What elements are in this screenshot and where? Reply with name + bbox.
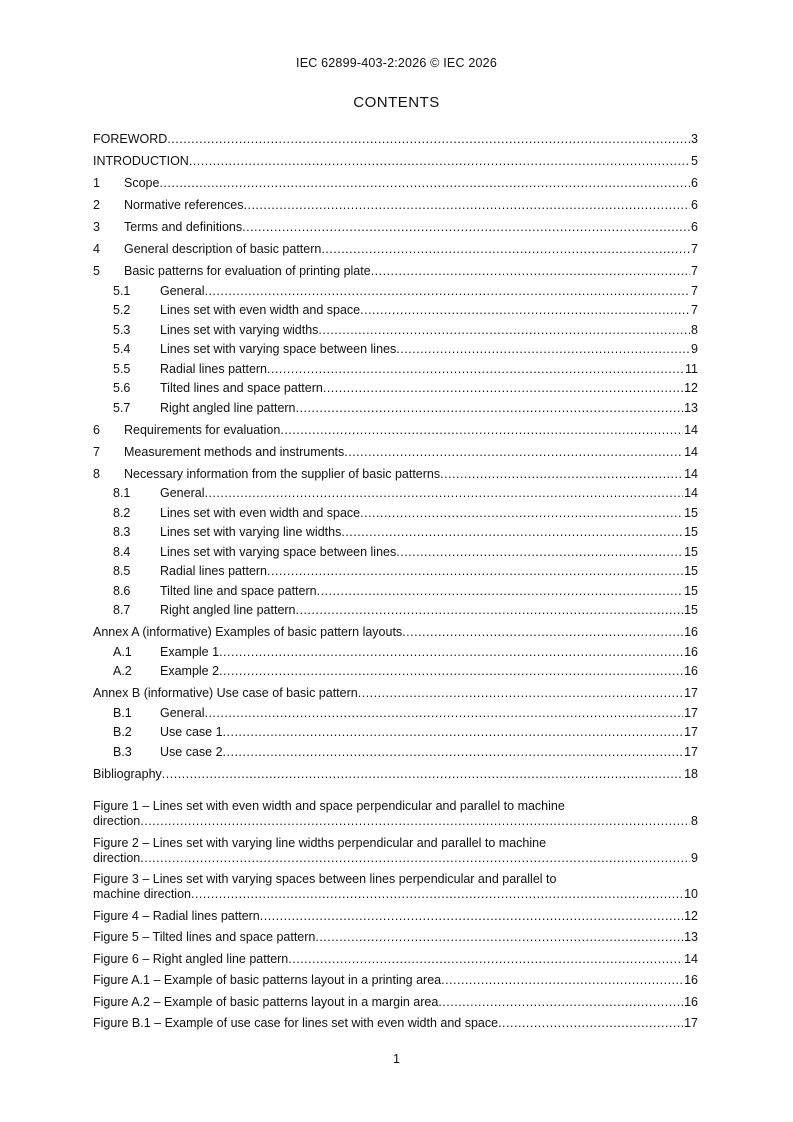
toc-entry-number: 4: [93, 242, 100, 256]
dot-leader: [219, 645, 683, 660]
dot-leader: [360, 303, 690, 318]
toc-entry[interactable]: [93, 521, 698, 541]
toc-entry-title: Right angled line pattern: [160, 603, 296, 617]
toc-entry-title: Lines set with even width and space: [160, 505, 361, 520]
toc-entry[interactable]: [93, 721, 698, 741]
toc-entry[interactable]: [93, 147, 698, 169]
dot-leader: [267, 362, 684, 377]
toc-entry-number: 8.7: [113, 603, 131, 617]
toc-entry-number: 6: [93, 422, 100, 437]
figure-list-entry[interactable]: [93, 973, 698, 988]
dot-leader: [204, 706, 683, 721]
figure-caption-line2: direction: [93, 814, 141, 828]
toc-entry[interactable]: [93, 438, 698, 460]
toc-entry-title: Requirements for evaluation: [124, 422, 281, 437]
toc-entry-page: 8: [691, 322, 698, 337]
toc-entry[interactable]: [93, 679, 698, 701]
toc-entry-number: B.2: [113, 725, 132, 739]
toc-entry[interactable]: [93, 640, 698, 660]
toc-entry-title: INTRODUCTION: [93, 154, 189, 168]
dot-leader: [341, 525, 683, 540]
toc-entry-page: 17: [684, 686, 698, 700]
figure-caption-line2: direction: [93, 850, 141, 865]
toc-entry-page: 14: [684, 422, 698, 437]
toc-entry-title: General: [160, 283, 205, 298]
dot-leader: [244, 198, 691, 213]
toc-entry-number: 8.6: [113, 583, 131, 598]
toc-entry[interactable]: [93, 191, 698, 213]
toc-entry-page: 15: [684, 583, 698, 598]
figure-caption-line2: Figure A.2 – Example of basic patterns layout in a margin area: [93, 994, 439, 1009]
dot-leader: [140, 814, 690, 829]
dot-leader: [441, 973, 683, 988]
toc-entry[interactable]: [93, 338, 698, 358]
toc-entry-title: General description of basic pattern: [124, 242, 322, 256]
toc-entry-page: 16: [684, 625, 698, 639]
figure-page: 17: [684, 1016, 698, 1030]
toc-entry-number: 8.5: [113, 564, 131, 578]
toc-entry-title: General: [160, 705, 205, 720]
dot-leader: [189, 154, 690, 169]
toc-entry-page: 14: [684, 466, 698, 481]
toc-entry-number: 5.1: [113, 283, 131, 298]
dot-leader: [204, 284, 690, 299]
toc-entry-title: Lines set with varying line widths: [160, 525, 342, 539]
table-of-contents: [93, 125, 698, 782]
toc-entry[interactable]: [93, 377, 698, 397]
toc-entry[interactable]: [93, 460, 698, 482]
toc-entry-title: Example 1: [160, 644, 220, 659]
toc-entry-page: 6: [691, 220, 698, 234]
toc-entry-title: Use case 2: [160, 744, 223, 759]
toc-entry[interactable]: [93, 660, 698, 680]
figure-caption-line2: Figure 4 – Radial lines pattern: [93, 908, 260, 923]
toc-entry-number: B.3: [113, 744, 132, 759]
toc-entry-title: Lines set with even width and space: [160, 303, 361, 317]
toc-entry-number: B.1: [113, 705, 132, 720]
dot-leader: [438, 995, 683, 1010]
dot-leader: [315, 930, 683, 945]
toc-entry-page: 14: [684, 444, 698, 459]
toc-entry-title: Radial lines pattern: [160, 361, 268, 376]
figure-caption-line2: Figure B.1 – Example of use case for lines set with even width and space: [93, 1016, 499, 1030]
toc-entry-title: Terms and definitions: [124, 220, 243, 234]
toc-entry[interactable]: [93, 235, 698, 257]
toc-entry-title: Basic patterns for evaluation of printing plate: [124, 264, 371, 278]
toc-entry-page: 6: [691, 198, 698, 212]
toc-entry-number: A.2: [113, 664, 132, 678]
figure-caption-line1: Figure 3 – Lines set with varying spaces between lines perpendicular and parallel to: [93, 872, 557, 886]
toc-entry-page: 7: [691, 303, 698, 317]
dot-leader: [396, 545, 683, 560]
toc-entry-page: 15: [684, 603, 698, 617]
toc-entry-number: 1: [93, 176, 100, 190]
toc-entry-number: 8.2: [113, 505, 131, 520]
toc-entry-page: 3: [691, 132, 698, 146]
toc-entry-number: 8.3: [113, 525, 131, 539]
toc-entry-number: 5.5: [113, 361, 131, 376]
toc-entry[interactable]: [93, 279, 698, 299]
toc-entry-title: Lines set with varying widths: [160, 322, 319, 337]
dot-leader: [191, 887, 683, 902]
toc-entry[interactable]: [93, 357, 698, 377]
figure-list-entry[interactable]: [93, 930, 698, 945]
toc-entry-page: 14: [684, 486, 698, 500]
toc-entry-number: 5.2: [113, 303, 131, 317]
toc-entry-page: 7: [691, 242, 698, 256]
dot-leader: [371, 264, 690, 279]
dot-leader: [358, 686, 683, 701]
toc-entry[interactable]: [93, 299, 698, 319]
toc-entry-number: 5.7: [113, 400, 131, 415]
toc-entry-page: 15: [684, 544, 698, 559]
toc-entry-page: 13: [684, 400, 698, 415]
toc-entry-page: 6: [691, 176, 698, 190]
toc-entry-page: 9: [691, 342, 698, 356]
dot-leader: [267, 564, 683, 579]
toc-entry[interactable]: [93, 599, 698, 619]
toc-entry-title: Radial lines pattern: [160, 564, 268, 578]
toc-entry[interactable]: [93, 257, 698, 279]
dot-leader: [159, 176, 690, 191]
toc-entry-page: 17: [684, 744, 698, 759]
figure-list-entry[interactable]: [93, 799, 698, 829]
toc-entry-title: Lines set with varying space between lines: [160, 544, 397, 559]
dot-leader: [498, 1016, 683, 1031]
toc-entry-title: Annex A (informative) Examples of basic pattern layouts: [93, 625, 403, 639]
toc-entry-title: Necessary information from the supplier of basic patterns: [124, 466, 441, 481]
dot-leader: [323, 381, 683, 396]
toc-entry[interactable]: [93, 701, 698, 721]
dot-leader: [440, 467, 683, 482]
toc-entry-number: 5.3: [113, 322, 131, 337]
toc-entry-title: Lines set with varying space between lines: [160, 342, 397, 356]
dot-leader: [360, 506, 683, 521]
toc-entry-page: 17: [684, 725, 698, 739]
figure-page: 12: [684, 908, 698, 923]
toc-entry-title: Measurement methods and instruments: [124, 444, 345, 459]
toc-entry-number: 8: [93, 466, 100, 481]
dot-leader: [318, 323, 690, 338]
toc-entry-page: 7: [691, 283, 698, 298]
toc-entry-title: Right angled line pattern: [160, 400, 296, 415]
toc-entry-page: 18: [684, 766, 698, 781]
dot-leader: [204, 486, 683, 501]
toc-entry[interactable]: [93, 501, 698, 521]
figure-page: 9: [691, 850, 698, 865]
toc-entry[interactable]: [93, 740, 698, 760]
toc-entry-title: Tilted lines and space pattern: [160, 381, 323, 395]
toc-entry-page: 16: [684, 644, 698, 659]
dot-leader: [223, 745, 684, 760]
toc-entry-number: A.1: [113, 644, 132, 659]
figure-caption-line2: Figure 5 – Tilted lines and space pattern: [93, 930, 316, 944]
toc-entry-page: 5: [691, 154, 698, 168]
toc-entry-page: 7: [691, 264, 698, 278]
toc-entry[interactable]: [93, 318, 698, 338]
toc-entry-title: Example 2: [160, 664, 220, 678]
toc-entry-title: Bibliography: [93, 766, 162, 781]
toc-entry[interactable]: [93, 416, 698, 438]
figure-caption-line2: machine direction: [93, 887, 191, 901]
dot-leader: [162, 767, 683, 782]
figure-page: 10: [684, 887, 698, 901]
dot-leader: [396, 342, 690, 357]
figure-caption-line1: Figure 1 – Lines set with even width and space perpendicular and parallel to machine: [93, 799, 565, 813]
toc-entry[interactable]: [93, 560, 698, 580]
toc-entry-title: Use case 1: [160, 725, 223, 739]
figure-caption-line2: Figure 6 – Right angled line pattern: [93, 951, 289, 966]
toc-entry[interactable]: [93, 540, 698, 560]
list-of-figures: [93, 799, 698, 1038]
figure-list-entry[interactable]: [93, 952, 698, 967]
toc-entry-title: General: [160, 486, 205, 500]
toc-entry-page: 15: [684, 564, 698, 578]
figure-caption-line1: Figure 2 – Lines set with varying line widths perpendicular and parallel to machine: [93, 835, 547, 850]
dot-leader: [344, 445, 683, 460]
toc-entry-title: Scope: [124, 176, 160, 190]
figure-caption-line2: Figure A.1 – Example of basic patterns layout in a printing area: [93, 973, 442, 987]
toc-entry-page: 17: [684, 705, 698, 720]
figure-page: 13: [684, 930, 698, 944]
toc-entry-page: 11: [685, 361, 698, 376]
toc-entry-page: 16: [684, 664, 698, 678]
page-header: IEC 62899-403-2:2026 © IEC 2026: [296, 56, 497, 70]
figure-page: 16: [684, 973, 698, 987]
toc-entry-title: Normative references: [124, 198, 244, 212]
toc-entry[interactable]: [93, 760, 698, 782]
toc-entry-number: 3: [93, 220, 100, 234]
toc-entry[interactable]: [93, 125, 698, 147]
dot-leader: [296, 401, 684, 416]
toc-entry[interactable]: [93, 579, 698, 599]
toc-entry-number: 5: [93, 264, 100, 278]
toc-entry-number: 5.4: [113, 342, 131, 356]
dot-leader: [296, 603, 684, 618]
toc-entry-title: Tilted line and space pattern: [160, 583, 317, 598]
figure-page: 8: [691, 814, 698, 828]
dot-leader: [402, 625, 683, 640]
figure-page: 16: [684, 994, 698, 1009]
dot-leader: [321, 242, 690, 257]
toc-entry-page: 15: [684, 505, 698, 520]
toc-entry[interactable]: [93, 482, 698, 502]
toc-entry[interactable]: [93, 169, 698, 191]
figure-page: 14: [684, 951, 698, 966]
toc-entry-number: 7: [93, 444, 100, 459]
dot-leader: [260, 909, 683, 924]
dot-leader: [223, 725, 684, 740]
toc-entry-number: 2: [93, 198, 100, 212]
toc-entry-number: 5.6: [113, 381, 131, 395]
dot-leader: [219, 664, 683, 679]
toc-entry-page: 15: [684, 525, 698, 539]
toc-entry-page: 12: [684, 381, 698, 395]
dot-leader: [280, 423, 683, 438]
figure-list-entry[interactable]: [93, 872, 698, 902]
figure-list-entry[interactable]: [93, 1016, 698, 1031]
figure-list-entry[interactable]: [93, 909, 698, 924]
figure-list-entry[interactable]: [93, 995, 698, 1010]
figure-list-entry[interactable]: [93, 836, 698, 866]
page-number: 1: [393, 1052, 400, 1066]
toc-entry-number: 8.4: [113, 544, 131, 559]
toc-entry-title: FOREWORD: [93, 132, 168, 146]
toc-entry-number: 8.1: [113, 486, 131, 500]
page-title: CONTENTS: [353, 94, 440, 111]
dot-leader: [317, 584, 684, 599]
toc-entry[interactable]: [93, 213, 698, 235]
toc-entry[interactable]: [93, 396, 698, 416]
dot-leader: [242, 220, 690, 235]
toc-entry-title: Annex B (informative) Use case of basic pattern: [93, 686, 358, 700]
dot-leader: [288, 952, 683, 967]
toc-entry[interactable]: [93, 618, 698, 640]
dot-leader: [140, 851, 690, 866]
dot-leader: [167, 132, 690, 147]
